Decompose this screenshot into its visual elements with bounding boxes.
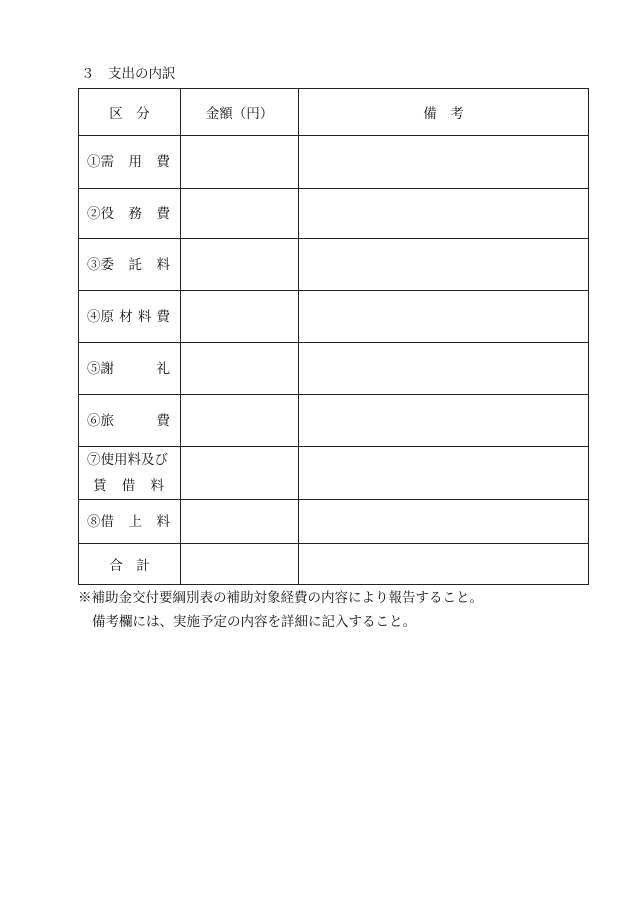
category-label-part: 借 — [121, 478, 136, 494]
category-label-part: ⑦使用料及び — [87, 452, 168, 468]
category-label-part: 料 — [137, 308, 152, 325]
amount-input-cell[interactable] — [181, 500, 299, 544]
expense-row — [79, 136, 589, 189]
amount-input-cell[interactable] — [181, 447, 299, 500]
remarks-input-cell[interactable] — [299, 189, 589, 239]
header-amount: 金額（円） — [181, 89, 299, 136]
remarks-input-cell[interactable] — [299, 239, 589, 291]
category-label-part: ⑤謝 — [87, 360, 114, 377]
category-label — [87, 252, 170, 278]
total-remarks-cell[interactable] — [299, 544, 589, 585]
expense-row — [79, 395, 589, 447]
expense-row — [79, 189, 589, 239]
category-label-part: 礼 — [156, 360, 170, 377]
category-label-part: ①需 — [87, 154, 114, 170]
expense-category-cell — [79, 395, 181, 447]
remarks-input-cell[interactable] — [299, 343, 589, 395]
expense-breakdown-table — [78, 88, 589, 585]
category-label-part: 費 — [156, 412, 170, 429]
category-label — [87, 201, 170, 227]
category-label-part: 務 — [128, 205, 142, 222]
expense-category-cell — [79, 189, 181, 239]
remarks-input-cell[interactable] — [299, 500, 589, 544]
category-label-part: 託 — [128, 256, 142, 273]
header-category: 区 分 — [79, 89, 181, 136]
remarks-input-cell[interactable] — [299, 447, 589, 500]
expense-category-cell — [79, 136, 181, 189]
total-row — [79, 544, 589, 585]
category-label-part: 料 — [156, 513, 170, 530]
expense-row — [79, 447, 589, 500]
category-label-part: ④原 — [87, 308, 114, 325]
category-label-part: 費 — [156, 154, 170, 170]
category-label-part: ③委 — [87, 256, 114, 273]
remarks-input-cell[interactable] — [299, 136, 589, 189]
remarks-input-cell[interactable] — [299, 291, 589, 343]
expense-category-cell — [79, 291, 181, 343]
footnote-line-2: 備考欄には、実施予定の内容を詳細に記入すること。 — [92, 614, 416, 630]
category-label — [87, 149, 170, 175]
category-label — [87, 304, 170, 330]
total-label: 合 計 — [79, 544, 181, 585]
category-label — [87, 447, 170, 473]
amount-input-cell[interactable] — [181, 239, 299, 291]
remarks-input-cell[interactable] — [299, 395, 589, 447]
category-label-part: 材 — [119, 308, 133, 325]
category-label-part: 用 — [128, 154, 142, 170]
category-label-part: 費 — [156, 308, 170, 325]
category-label-part: 賃 — [93, 478, 107, 494]
amount-input-cell[interactable] — [181, 136, 299, 189]
category-label-part: ⑧借 — [87, 513, 114, 530]
amount-input-cell[interactable] — [181, 395, 299, 447]
amount-input-cell[interactable] — [181, 291, 299, 343]
total-amount-cell[interactable] — [181, 544, 299, 585]
expense-rows — [79, 136, 589, 544]
amount-input-cell[interactable] — [181, 189, 299, 239]
expense-row — [79, 291, 589, 343]
category-label — [87, 473, 170, 499]
category-label-part: 費 — [156, 205, 170, 222]
category-label — [87, 356, 170, 382]
footnote-line-1: ※補助金交付要綱別表の補助対象経費の内容により報告すること。 — [78, 590, 483, 606]
table-header-row — [79, 89, 589, 136]
category-label-part: ⑥旅 — [87, 412, 114, 429]
expense-row — [79, 343, 589, 395]
header-remarks: 備 考 — [299, 89, 589, 136]
section-heading: ３ 支出の内訳 — [81, 66, 176, 82]
expense-category-cell — [79, 500, 181, 544]
category-label-part: 料 — [156, 256, 170, 273]
category-label-part: 料 — [150, 478, 164, 494]
expense-category-cell — [79, 343, 181, 395]
footnotes — [78, 586, 483, 634]
expense-category-cell — [79, 239, 181, 291]
category-label-part: 上 — [128, 513, 142, 530]
category-label-part: ②役 — [87, 205, 114, 222]
expense-row — [79, 500, 589, 544]
expense-category-cell — [79, 447, 181, 500]
amount-input-cell[interactable] — [181, 343, 299, 395]
expense-row — [79, 239, 589, 291]
category-label — [87, 509, 170, 535]
category-label — [87, 408, 170, 434]
